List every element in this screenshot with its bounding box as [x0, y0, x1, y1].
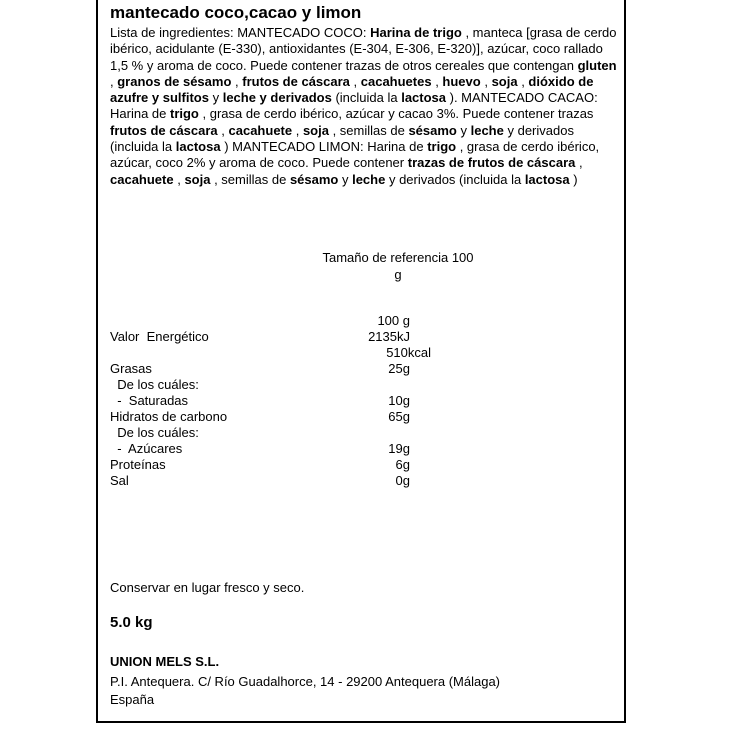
allergen-text: lactosa	[401, 90, 447, 106]
nutrition-row	[110, 345, 431, 361]
allergen-text: trigo	[427, 139, 457, 155]
nutrition-label: - Saturadas	[110, 393, 189, 408]
allergen-text: trazas de frutos de cáscara	[407, 155, 576, 171]
allergen-text: gluten	[577, 57, 617, 73]
ingredient-text: , semillas de	[328, 122, 409, 138]
allergen-text: sésamo	[408, 122, 457, 138]
nutrition-row	[110, 377, 410, 393]
allergen-text: sésamo	[289, 171, 339, 187]
nutrition-label: Grasas	[110, 361, 152, 376]
ingredient-text: y	[208, 90, 223, 106]
allergen-text: lactosa	[175, 139, 221, 155]
ingredient-text: ,	[217, 122, 229, 138]
ingredient-text: y	[338, 171, 353, 187]
company-address: P.I. Antequera. C/ Río Guadalhorce, 14 - 29200 Antequera (Málaga)	[110, 674, 501, 689]
nutrition-label: - Azúcares	[110, 441, 183, 456]
nutrition-label: Sal	[110, 473, 129, 488]
ingredient-text: ,	[231, 73, 243, 89]
allergen-text: huevo	[442, 73, 481, 89]
ingredient-text: , grasa de cerdo ibérico, azúcar, coco 2% y aroma de coco. Puede contener	[110, 139, 600, 171]
ingredient-text: y derivados (incluida la	[110, 122, 574, 155]
allergen-text: soja	[491, 73, 518, 89]
ingredient-text: ,	[480, 73, 492, 89]
allergen-text: leche	[470, 122, 504, 138]
allergen-text: frutos de cáscara	[110, 122, 218, 138]
company-name: UNION MELS S.L.	[110, 654, 220, 669]
nutrition-value: 6g	[395, 457, 410, 472]
nutrition-row	[110, 361, 410, 377]
nutrition-value: 25g	[388, 361, 410, 376]
allergen-text: leche	[352, 171, 386, 187]
ingredient-text: ,	[173, 171, 185, 187]
nutrition-value: 2135kJ	[368, 329, 410, 344]
nutrition-label: Proteínas	[110, 457, 166, 472]
ingredient-text: ). MANTECADO CACAO: Harina de	[110, 90, 598, 122]
nutrition-value: 0g	[395, 473, 410, 488]
nutrition-value: 510kcal	[386, 345, 431, 360]
ingredient-text: , manteca [grasa de cerdo ibérico, acidulante (E-330), antioxidantes (E-304, E-306, E-320)], azúcar, coco rallado 1,5 % y aroma de coco. Puede contener trazas de otros cereales que contengan	[110, 25, 617, 73]
allergen-text: lactosa	[524, 171, 570, 187]
product-title: mantecado coco,cacao y limon	[110, 3, 362, 22]
nutrition-row	[110, 441, 410, 457]
nutrition-row	[110, 473, 410, 489]
allergen-text: granos de sésamo	[117, 73, 232, 89]
ingredient-text: ) MANTECADO LIMON: Harina de	[220, 139, 428, 155]
allergen-text: cacahuete	[228, 122, 293, 138]
reference-size-line1: Tamaño de referencia 100	[322, 250, 474, 265]
allergen-text: frutos de cáscara	[242, 73, 350, 89]
ingredient-text: (incluida la	[331, 90, 402, 106]
allergen-text: Harina de trigo	[370, 25, 462, 40]
nutrition-label: De los cuáles:	[110, 377, 199, 392]
ingredient-text: )	[569, 171, 578, 187]
allergen-text: cacahuete	[110, 171, 174, 187]
nutrition-row	[110, 329, 410, 345]
allergen-text: cacahuetes	[360, 73, 432, 89]
allergen-text: trigo	[169, 106, 199, 122]
nutrition-row	[110, 425, 410, 441]
ingredients-list	[110, 25, 620, 188]
ingredient-text: ,	[110, 73, 118, 89]
ingredient-text: ,	[292, 122, 303, 138]
nutrition-label: De los cuáles:	[110, 425, 199, 440]
ingredient-text: y derivados (incluida la	[385, 171, 525, 187]
storage-instructions: Conservar en lugar fresco y seco.	[110, 580, 305, 595]
ingredient-text: ,	[431, 73, 443, 89]
net-weight: 5.0 kg	[110, 614, 153, 631]
ingredient-text: , grasa de cerdo ibérico, azúcar y cacao 3%. Puede contener trazas	[198, 106, 594, 122]
nutrition-label: Valor Energético	[110, 329, 209, 344]
nutrition-value: 10g	[388, 393, 410, 408]
nutrition-row	[110, 457, 410, 473]
reference-size	[300, 249, 496, 283]
allergen-text: leche y derivados	[222, 90, 332, 106]
ingredient-text: ,	[349, 73, 361, 89]
allergen-text: soja	[184, 171, 211, 187]
allergen-text: dióxido de azufre y sulfitos	[110, 73, 594, 106]
ingredient-text: y	[456, 122, 471, 138]
ingredient-text: Lista de ingredientes: MANTECADO COCO:	[110, 25, 371, 40]
ingredient-text: ,	[575, 155, 583, 171]
nutrition-row	[110, 393, 410, 409]
ingredient-text: , semillas de	[210, 171, 290, 187]
company-country: España	[110, 692, 155, 707]
nutrition-label: Hidratos de carbono	[110, 409, 228, 424]
ingredient-text: ,	[517, 73, 529, 89]
reference-size-line2: g	[394, 267, 402, 282]
nutrition-row	[110, 409, 410, 425]
nutrition-unit-header: 100 g	[377, 313, 410, 328]
allergen-text: soja	[302, 122, 329, 138]
nutrition-value: 19g	[388, 441, 410, 456]
nutrition-value: 65g	[388, 409, 410, 424]
